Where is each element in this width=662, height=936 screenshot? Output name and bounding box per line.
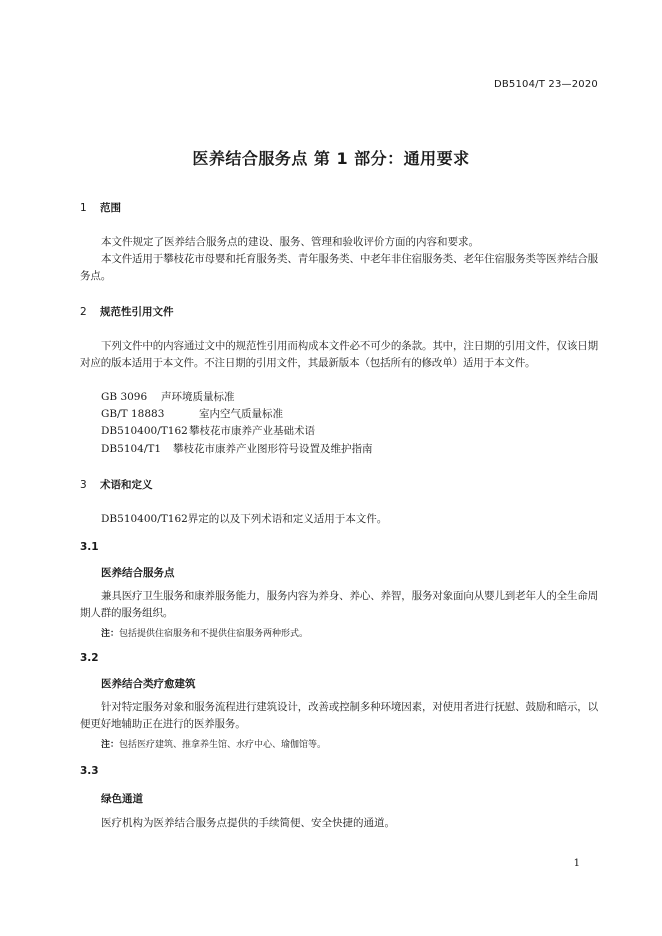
term-title: 医养结合类疗愈建筑 <box>101 678 196 690</box>
term-note <box>101 737 326 750</box>
section-title: 规范性引用文件 <box>100 306 174 318</box>
section-3-heading <box>80 477 153 492</box>
reference-name: 攀枝花市康养产业基础术语 <box>189 425 315 437</box>
term-definition: 医疗机构为医养结合服务点提供的手续简便、安全快捷的通道。 <box>101 817 395 829</box>
document-title: 医养结合服务点 第 1 部分：通用要求 <box>192 149 470 168</box>
normative-refs-intro: 下列文件中的内容通过文中的规范性引用而构成本文件必不可少的条款。其中，注日期的引用文件，仅该日期对应的版本适用于本文件。不注日期的引用文件，其最新版本（包括所有的修改单）适用于本文件。 <box>80 340 598 369</box>
reference-code: GB 3096 <box>101 391 148 403</box>
section-title: 术语和定义 <box>100 479 153 491</box>
term-title: 绿色通道 <box>101 793 143 805</box>
term-number: 3.1 <box>80 541 99 553</box>
scope-paragraph-2: 本文件适用于攀枝花市母婴和托育服务类、青年服务类、中老年非住宿服务类、老年住宿服务类等医养结合服务点。 <box>80 253 598 282</box>
section-number: 1 <box>80 202 87 214</box>
term-number: 3.2 <box>80 652 99 664</box>
section-number: 2 <box>80 306 87 318</box>
reference-item <box>101 441 373 456</box>
term-definition: 兼具医疗卫生服务和康养服务能力，服务内容为养身、养心、养智，服务对象面向从婴儿到老年人的全生命周期人群的服务组织。 <box>80 590 598 619</box>
reference-item <box>101 406 283 421</box>
terms-intro: DB510400/T162界定的以及下列术语和定义适用于本文件。 <box>101 513 388 525</box>
note-label: 注： <box>101 740 120 750</box>
page-number: 1 <box>573 858 580 869</box>
reference-code: DB510400/T162 <box>101 425 188 437</box>
reference-name: 攀枝花市康养产业图形符号设置及维护指南 <box>173 443 373 455</box>
note-text: 包括医疗建筑、推拿养生馆、水疗中心、瑜伽馆等。 <box>119 740 327 750</box>
section-2-heading <box>80 304 174 319</box>
reference-item <box>101 389 235 404</box>
term-definition: 针对特定服务对象和服务流程进行建筑设计，改善或控制多种环境因素，对使用者进行抚慰、鼓励和暗示，以便更好地辅助正在进行的医养服务。 <box>80 701 598 730</box>
note-label: 注： <box>101 629 120 639</box>
section-title: 范围 <box>100 202 121 214</box>
reference-code: GB/T 18883 <box>101 408 165 420</box>
reference-name: 室内空气质量标准 <box>199 408 283 420</box>
term-title: 医养结合服务点 <box>101 567 175 579</box>
document-code: DB5104/T 23—2020 <box>493 79 598 90</box>
term-number: 3.3 <box>80 765 99 777</box>
reference-name: 声环境质量标准 <box>161 391 235 403</box>
scope-paragraph-1: 本文件规定了医养结合服务点的建设、服务、管理和验收评价方面的内容和要求。 <box>101 236 479 248</box>
reference-item <box>101 423 315 438</box>
section-1-heading <box>80 200 121 215</box>
term-note <box>101 626 308 639</box>
section-number: 3 <box>80 479 87 491</box>
note-text: 包括提供住宿服务和不提供住宿服务两种形式。 <box>119 629 309 639</box>
reference-code: DB5104/T1 <box>101 443 162 455</box>
